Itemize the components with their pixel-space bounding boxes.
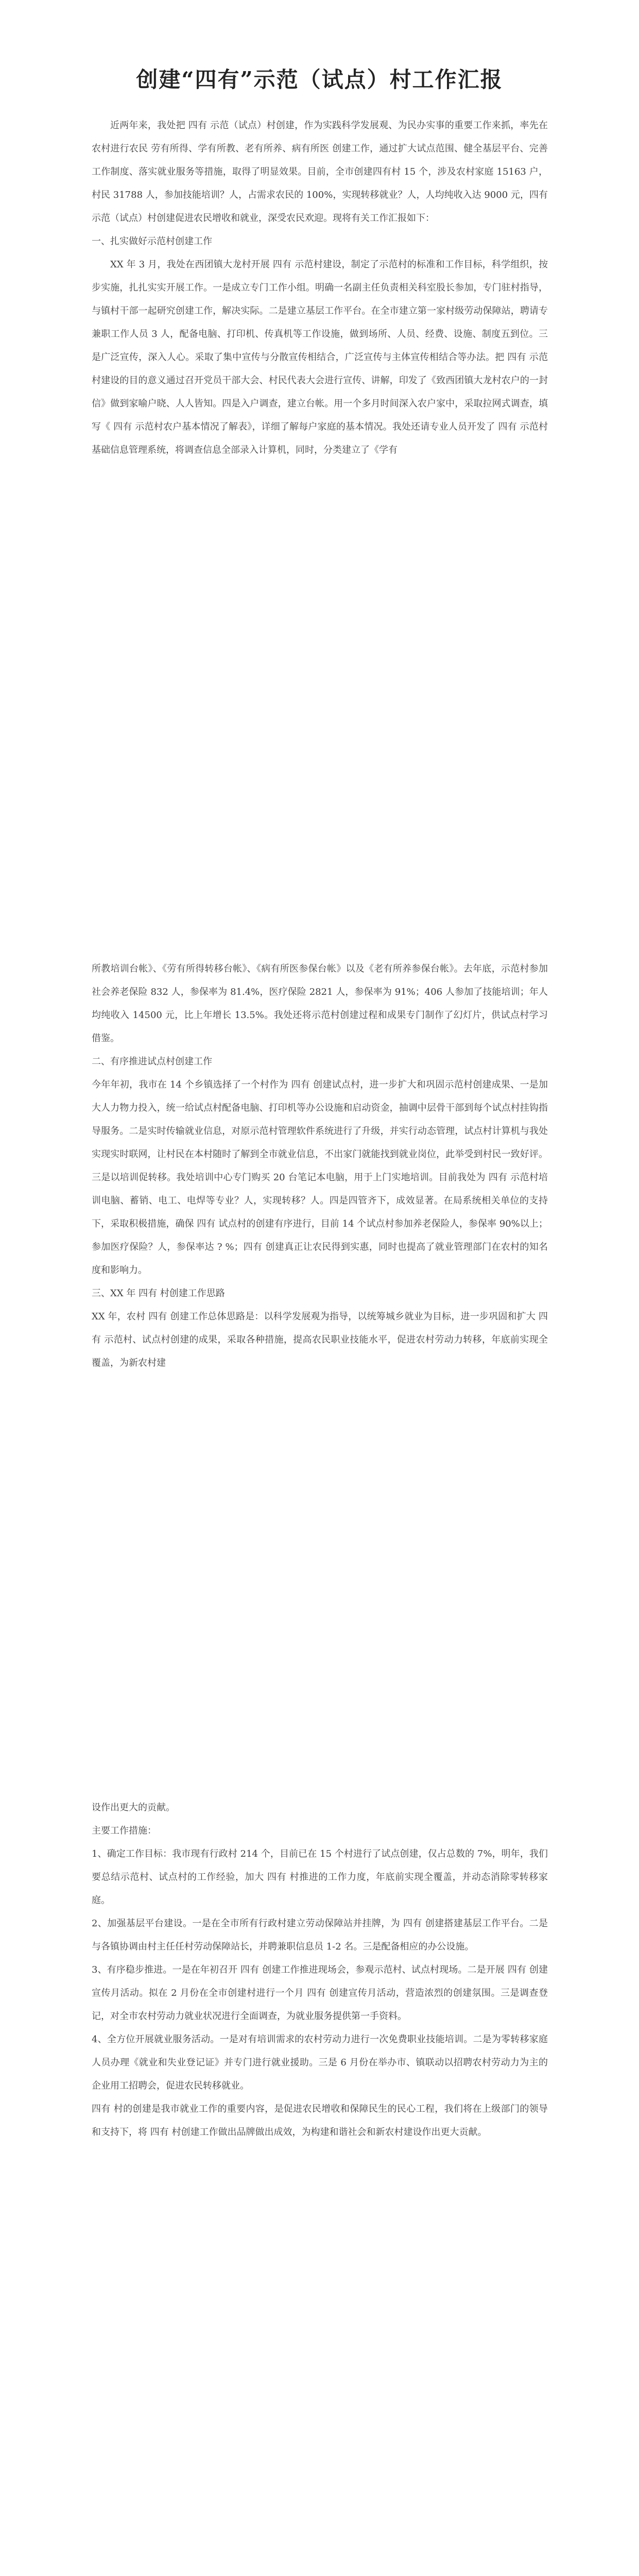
heading-measures: 主要工作措施： [92, 1825, 157, 1836]
intro-paragraph: 近两年来，我处把 四有 示范（试点）村创建，作为实践科学发展观、为民办实事的重要工作来抓，率先在农村进行农民 劳有所得、学有所教、老有所养、病有所医 创建工作，通过扩大试点范围、健全基层平台、完善工作制度、落实就业服务等措施，取得了明显效果。目前，全市创建四有村 15 个，涉及农村家庭 15163 户，村民 31788 人，参加技能培训？人，占需求农民的 100%，实现转移就业？人，人均纯收入达 9000 元，四有 示范（试点）村创建促进农民增收和就业，深受农民欢迎。现将有关工作汇报如下： [92, 120, 548, 224]
document-title: 创建“四有”示范（试点）村工作汇报 [136, 67, 503, 92]
measure-item-1: 1、确定工作目标：我市现有行政村 214 个，目前已在 15 个村进行了试点创建，仅占总数的 7%，明年，我们要总结示范村、试点村的工作经验，加大 四有 村推进的工作力度，年底前实现全覆盖，并动态消除零转移家庭。 [92, 1849, 548, 1906]
section-measures [92, 1796, 548, 2144]
paragraph-work-plan: XX 年，农村 四有 创建工作总体思路是：以科学发展观为指导，以统筹城乡就业为目标，进一步巩固和扩大 四有 示范村、试点村创建的成果，采取各种措施，提高农民职业技能水平，促进农村劳动力转移，年底前实现全覆盖，为新农村建 [92, 1311, 548, 1368]
measure-item-2: 2、加强基层平台建设。一是在全市所有行政村建立劳动保障站并挂牌，为 四有 创建搭建基层工作平台。二是与各镇协调由村主任任村劳动保障站长，并聘兼职信息员 1-2 名。三是配备相应的办公设施。 [92, 1918, 548, 1952]
section-continued [92, 957, 548, 1375]
closing-paragraph: 四有 村的创建是我市就业工作的重要内容，是促进农民增收和保障民生的民心工程，我们将在上级部门的领导和支持下，将 四有 村创建工作做出品牌做出成效，为构建和谐社会和新农村建设作出更大贡献。 [92, 2104, 548, 2138]
paragraph-ledgers: 所教培训台帐》、《劳有所得转移台帐》、《病有所医参保台帐》以及《老有所养参保台帐》。去年底，示范村参加社会养老保险 832 人，参保率为 81.4%，医疗保险 2821 人，参保率为 91%；406 人参加了技能培训；年人均纯收入 14500 元，比上年增长 13.5%。我处还将示范村创建过程和成果专门制作了幻灯片，供试点村学习借鉴。 [92, 963, 548, 1044]
heading-section-3: 三、XX 年 四有 村创建工作思路 [92, 1288, 225, 1299]
paragraph-demo-village: XX 年 3 月，我处在西团镇大龙村开展 四有 示范村建设，制定了示范村的标准和工作目标，科学组织，按步实施，扎扎实实开展工作。一是成立专门工作小组。明确一名副主任负责相关科室股长参加，专门驻村指导，与镇村干部一起研究创建工作，解决实际。二是建立基层工作平台。在全市建立第一家村级劳动保障站，聘请专兼职工作人员 3 人，配备电脑、打印机、传真机等工作设施，做到场所、人员、经费、设施、制度五到位。三是广泛宣传，深入人心。采取了集中宣传与分散宣传相结合，广泛宣传与主体宣传相结合等办法。把 四有 示范村建设的目的意义通过召开党员干部大会、村民代表大会进行宣传、讲解，印发了《致西团镇大龙村农户的一封信》做到家喻户晓、人人皆知。四是入户调查，建立台帐。用一个多月时间深入农户家中，采取拉网式调查，填写《 四有 示范村农户基本情况了解表》，详细了解每户家庭的基本情况。我处还请专业人员开发了 四有 示范村基础信息管理系统，将调查信息全部录入计算机，同时，分类建立了《学有 [92, 259, 548, 455]
measure-item-4: 4、全方位开展就业服务活动。一是对有培训需求的农村劳动力进行一次免费职业技能培训。二是为零转移家庭人员办理《就业和失业登记证》并专门进行就业援助。三是 6 月份在举办市、镇联动以招聘农村劳动力为主的企业用工招聘会，促进农民转移就业。 [92, 2034, 548, 2091]
paragraph-plan-end: 设作出更大的贡献。 [92, 1802, 175, 1813]
measure-item-3: 3、有序稳步推进。一是在年初召开 四有 创建工作推进现场会，参观示范村、试点村现场。二是开展 四有 创建宣传月活动。拟在 2 月份在全市创建村进行一个月 四有 创建宣传月活动，营造浓烈的创建氛围。三是调查登记，对全市农村劳动力就业状况进行全面调查，为就业服务提供第一手资料。 [92, 1964, 548, 2022]
section-intro [92, 114, 548, 462]
paragraph-pilot-villages: 今年年初，我市在 14 个乡镇选择了一个村作为 四有 创建试点村，进一步扩大和巩固示范村创建成果、一是加大人力物力投入，统一给试点村配备电脑、打印机等办公设施和启动资金，抽调中层骨干部到每个试点村挂钩指导服务。二是实时传输就业信息，对原示范村管理软件系统进行了升级，并实行动态管理，试点村计算机与我处实现实时联网，让村民在本村随时了解到全市就业信息，不出家门就能找到就业岗位，此举受到村民一致好评。三是以培训促转移。我处培训中心专门购买 20 台笔记本电脑，用于上门实地培训。目前我处为 四有 示范村培训电脑、蓄销、电工、电焊等专业？人，实现转移？人。四是四管齐下，成效显著。在局系统相关单位的支持下，采取积极措施，确保 四有 试点村的创建有序进行，目前 14 个试点村参加养老保险人，参保率 90%以上；参加医疗保险？人，参保率达 ? %；四有 创建真正让农民得到实惠，同时也提高了就业管理部门在农村的知名度和影响力。 [92, 1079, 548, 1276]
heading-section-2: 二、有序推进试点村创建工作 [92, 1056, 212, 1067]
heading-section-1: 一、扎实做好示范村创建工作 [92, 236, 212, 247]
